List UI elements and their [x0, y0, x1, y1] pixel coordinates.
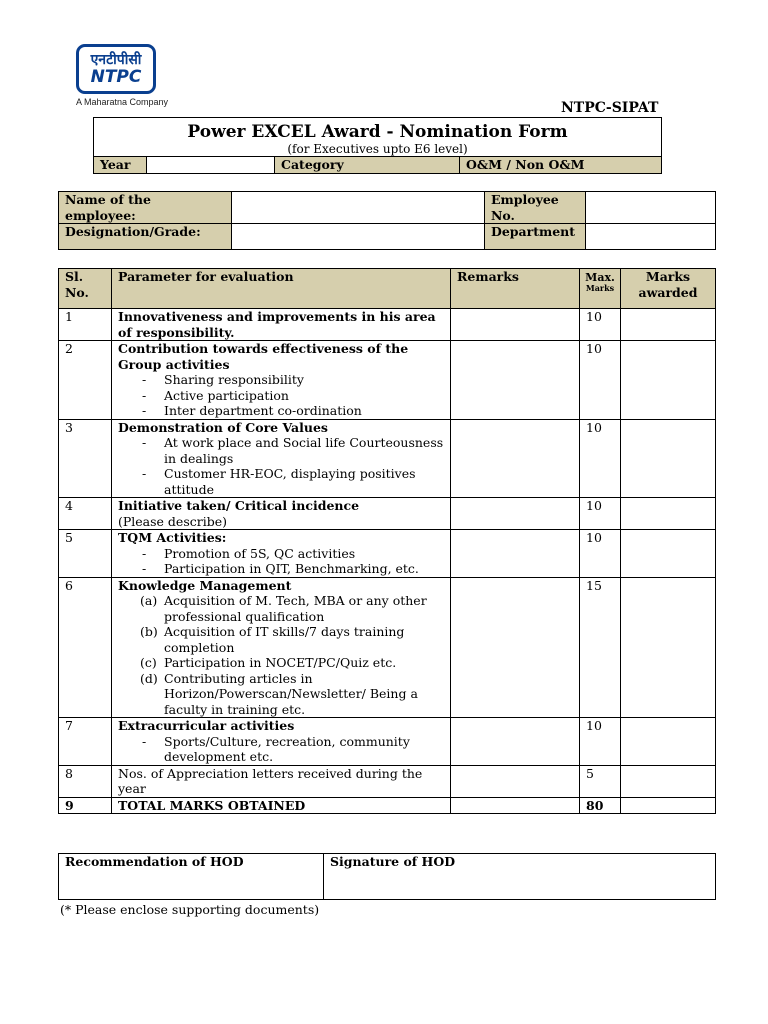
row-remarks-field[interactable] — [451, 797, 580, 814]
row-max-marks: 10 — [580, 341, 621, 420]
year-label: Year — [94, 157, 147, 174]
row-marks-awarded-field[interactable] — [621, 765, 716, 797]
parameter-note: (Please describe) — [118, 513, 227, 529]
row-marks-awarded-field[interactable] — [621, 577, 716, 718]
parameter-title: Contribution towards effectiveness of the Group activities — [118, 341, 409, 372]
evaluation-header-row — [59, 269, 716, 309]
department-field[interactable] — [586, 224, 716, 250]
row-parameter — [112, 530, 451, 578]
row-sl-no: 1 — [59, 309, 112, 341]
form-subtitle: (for Executives upto E6 level) — [94, 142, 662, 157]
row-parameter — [112, 341, 451, 420]
row-parameter — [112, 419, 451, 498]
parameter-subitem: - Inter department co-ordination — [118, 403, 444, 419]
evaluation-row — [59, 341, 716, 420]
parameter-subitems — [118, 372, 444, 419]
row-max-marks: 10 — [580, 498, 621, 530]
row-max-marks: 10 — [580, 718, 621, 766]
row-sl-no: 2 — [59, 341, 112, 420]
item-letter: (d) — [140, 670, 158, 686]
row-max-marks: 80 — [580, 797, 621, 814]
row-remarks-field[interactable] — [451, 765, 580, 797]
col-parameter: Parameter for evaluation — [112, 269, 451, 309]
parameter-subitems — [118, 435, 444, 497]
row-sl-no: 4 — [59, 498, 112, 530]
designation-field[interactable] — [232, 224, 485, 250]
parameter-title: TQM Activities: — [118, 530, 227, 545]
evaluation-body — [59, 309, 716, 814]
evaluation-row — [59, 309, 716, 341]
evaluation-row — [59, 419, 716, 498]
year-field[interactable] — [147, 157, 275, 174]
parameter-title: Extracurricular activities — [118, 718, 295, 733]
employee-info-table — [58, 191, 716, 250]
department-label: Department — [485, 224, 586, 250]
category-label: Category — [275, 157, 460, 174]
row-max-marks: 10 — [580, 309, 621, 341]
col-max-label: Max. — [585, 271, 615, 284]
row-sl-no: 8 — [59, 765, 112, 797]
evaluation-table — [58, 268, 716, 814]
row-parameter — [112, 309, 451, 341]
site-name: NTPC-SIPAT — [561, 100, 659, 116]
row-remarks-field[interactable] — [451, 309, 580, 341]
row-marks-awarded-field[interactable] — [621, 419, 716, 498]
parameter-subitem: - Customer HR-EOC, displaying positives attitude — [118, 466, 444, 497]
parameter-title: Demonstration of Core Values — [118, 419, 328, 435]
row-marks-awarded-field[interactable] — [621, 530, 716, 578]
item-letter: (c) — [140, 655, 157, 670]
parameter-lettered-item — [118, 671, 444, 718]
parameter-title: Knowledge Management — [118, 577, 292, 593]
col-max-sublabel: Marks — [585, 283, 615, 293]
row-remarks-field[interactable] — [451, 419, 580, 498]
row-max-marks: 10 — [580, 530, 621, 578]
item-letter: (b) — [140, 624, 158, 639]
item-text: Acquisition of M. Tech, MBA or any other professional qualification — [164, 593, 427, 624]
form-header-table — [93, 117, 662, 174]
parameter-subitems — [118, 734, 444, 765]
row-parameter — [112, 577, 451, 718]
row-remarks-field[interactable] — [451, 530, 580, 578]
parameter-subitem: - At work place and Social life Courteousness in dealings — [118, 435, 444, 466]
row-sl-no: 6 — [59, 577, 112, 718]
row-parameter — [112, 498, 451, 530]
designation-label: Designation/Grade: — [59, 224, 232, 250]
col-sl-no: Sl. No. — [59, 269, 112, 309]
evaluation-row — [59, 765, 716, 797]
item-text: Acquisition of IT skills/7 days training completion — [164, 624, 405, 655]
row-sl-no: 7 — [59, 718, 112, 766]
col-marks-awarded: Marks awarded — [621, 269, 716, 309]
row-parameter — [112, 765, 451, 797]
row-marks-awarded-field[interactable] — [621, 718, 716, 766]
category-value[interactable]: O&M / Non O&M — [460, 157, 662, 174]
parameter-title: TOTAL MARKS OBTAINED — [118, 797, 306, 813]
parameter-subitem: - Participation in QIT, Benchmarking, etc. — [118, 561, 444, 577]
row-parameter — [112, 718, 451, 766]
item-letter: (a) — [140, 593, 158, 608]
item-text: Participation in NOCET/PC/Quiz etc. — [164, 655, 397, 670]
hod-table — [58, 853, 716, 900]
evaluation-row — [59, 498, 716, 530]
row-max-marks: 5 — [580, 765, 621, 797]
row-parameter — [112, 797, 451, 814]
row-sl-no: 5 — [59, 530, 112, 578]
logo-tagline: A Maharatna Company — [76, 97, 169, 107]
parameter-text: Nos. of Appreciation letters received during the year — [118, 765, 423, 796]
hod-signature-label[interactable]: Signature of HOD — [324, 854, 716, 900]
row-sl-no: 9 — [59, 797, 112, 814]
ntpc-logo — [76, 44, 156, 94]
row-marks-awarded-field[interactable] — [621, 498, 716, 530]
parameter-subitem: - Active participation — [118, 388, 444, 404]
parameter-lettered-item — [118, 593, 444, 624]
parameter-subitem: - Sports/Culture, recreation, community development etc. — [118, 734, 444, 765]
logo-brand-text: NTPC — [90, 67, 142, 87]
row-remarks-field[interactable] — [451, 498, 580, 530]
logo-hindi-text: एनटीपीसी — [90, 52, 142, 68]
row-sl-no: 3 — [59, 419, 112, 498]
row-marks-awarded-field[interactable] — [621, 309, 716, 341]
evaluation-row — [59, 530, 716, 578]
evaluation-row — [59, 718, 716, 766]
parameter-lettered-item — [118, 624, 444, 655]
row-marks-awarded-field[interactable] — [621, 797, 716, 814]
employee-name-field[interactable] — [232, 192, 485, 224]
col-remarks: Remarks — [451, 269, 580, 309]
employee-no-label: Employee No. — [485, 192, 586, 224]
evaluation-row — [59, 797, 716, 814]
parameter-subitem: - Promotion of 5S, QC activities — [118, 546, 444, 562]
supporting-docs-note: (* Please enclose supporting documents) — [60, 902, 320, 917]
row-remarks-field[interactable] — [451, 577, 580, 718]
col-max-marks — [580, 269, 621, 309]
row-marks-awarded-field[interactable] — [621, 341, 716, 420]
employee-no-field[interactable] — [586, 192, 716, 224]
row-remarks-field[interactable] — [451, 718, 580, 766]
parameter-lettered-items — [118, 593, 444, 717]
hod-recommendation-label[interactable]: Recommendation of HOD — [59, 854, 324, 900]
row-remarks-field[interactable] — [451, 341, 580, 420]
parameter-subitems — [118, 546, 444, 577]
form-title: Power EXCEL Award - Nomination Form — [94, 118, 662, 143]
parameter-subitem: - Sharing responsibility — [118, 372, 444, 388]
parameter-title: Innovativeness and improvements in his area of responsibility. — [118, 309, 436, 340]
parameter-title: Initiative taken/ Critical incidence — [118, 498, 360, 513]
item-text: Contributing articles in Horizon/Powerscan/Newsletter/ Being a faculty in training etc. — [164, 670, 418, 717]
parameter-lettered-item — [118, 655, 444, 671]
row-max-marks: 10 — [580, 419, 621, 498]
row-max-marks: 15 — [580, 577, 621, 718]
evaluation-row — [59, 577, 716, 718]
employee-name-label: Name of the employee: — [59, 192, 232, 224]
